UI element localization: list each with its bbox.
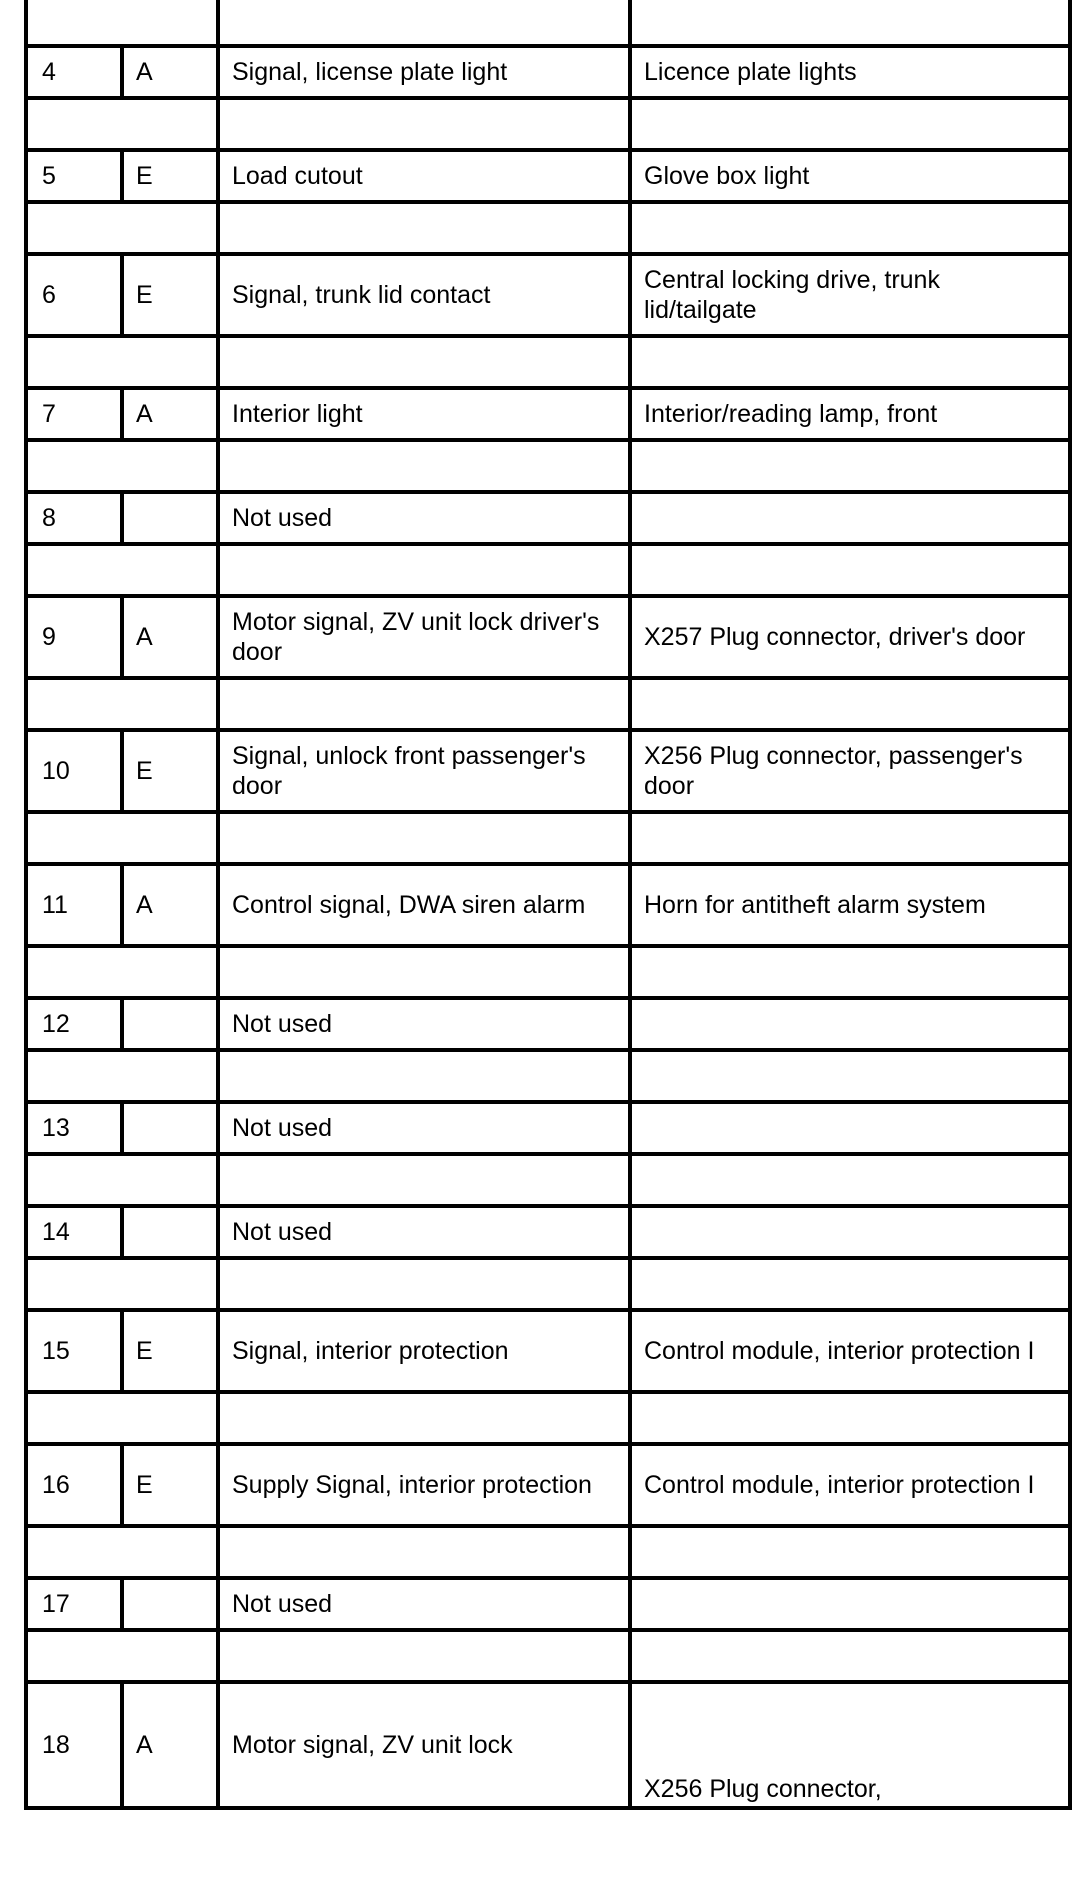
spacer-cell xyxy=(218,946,630,998)
spacer-row xyxy=(26,812,1070,864)
spacer-cell xyxy=(26,336,218,388)
pin-row xyxy=(26,388,1070,440)
spacer-cell xyxy=(26,202,218,254)
pin-assignment-table xyxy=(24,0,1072,1810)
spacer-cell xyxy=(26,1392,218,1444)
signal-description-cell: Motor signal, ZV unit lock driver's door xyxy=(218,596,630,678)
spacer-row xyxy=(26,1258,1070,1310)
signal-description-cell: Signal, license plate light xyxy=(218,46,630,98)
signal-description-cell: Not used xyxy=(218,1102,630,1154)
connection-cell: Glove box light xyxy=(630,150,1070,202)
spacer-row xyxy=(26,440,1070,492)
pin-number-cell: 16 xyxy=(26,1444,122,1526)
pin-row xyxy=(26,730,1070,812)
spacer-cell xyxy=(218,1154,630,1206)
connection-cell: Interior/reading lamp, front xyxy=(630,388,1070,440)
direction-cell xyxy=(122,1102,218,1154)
pin-number-cell: 5 xyxy=(26,150,122,202)
spacer-row xyxy=(26,1392,1070,1444)
spacer-cell xyxy=(218,812,630,864)
spacer-cell xyxy=(218,98,630,150)
signal-description-cell: Signal, interior protection xyxy=(218,1310,630,1392)
spacer-cell xyxy=(26,0,218,46)
connection-cell xyxy=(630,492,1070,544)
spacer-cell xyxy=(26,1050,218,1102)
direction-cell xyxy=(122,1578,218,1630)
connection-cell: Horn for antitheft alarm system xyxy=(630,864,1070,946)
spacer-cell xyxy=(218,0,630,46)
spacer-cell xyxy=(630,1526,1070,1578)
pin-row xyxy=(26,1310,1070,1392)
pin-row xyxy=(26,1682,1070,1808)
spacer-cell xyxy=(630,544,1070,596)
signal-description-cell: Motor signal, ZV unit lock xyxy=(218,1682,630,1808)
spacer-row xyxy=(26,98,1070,150)
spacer-row xyxy=(26,544,1070,596)
spacer-cell xyxy=(26,812,218,864)
spacer-cell xyxy=(630,336,1070,388)
pin-row xyxy=(26,998,1070,1050)
pin-number-cell: 6 xyxy=(26,254,122,336)
direction-cell: A xyxy=(122,388,218,440)
spacer-cell xyxy=(630,812,1070,864)
spacer-row xyxy=(26,202,1070,254)
direction-cell xyxy=(122,1206,218,1258)
direction-cell: E xyxy=(122,254,218,336)
pin-row xyxy=(26,1444,1070,1526)
pin-row xyxy=(26,150,1070,202)
spacer-cell xyxy=(218,678,630,730)
spacer-cell xyxy=(630,1392,1070,1444)
spacer-cell xyxy=(630,0,1070,46)
spacer-cell xyxy=(630,440,1070,492)
spacer-cell xyxy=(218,202,630,254)
pin-number-cell: 11 xyxy=(26,864,122,946)
pin-row xyxy=(26,254,1070,336)
connection-cell xyxy=(630,1206,1070,1258)
pin-number-cell: 10 xyxy=(26,730,122,812)
spacer-row xyxy=(26,678,1070,730)
pin-number-cell: 18 xyxy=(26,1682,122,1808)
direction-cell: E xyxy=(122,1444,218,1526)
spacer-cell xyxy=(218,1392,630,1444)
spacer-cell xyxy=(218,1630,630,1682)
signal-description-cell: Not used xyxy=(218,492,630,544)
spacer-row xyxy=(26,336,1070,388)
pin-row xyxy=(26,1102,1070,1154)
pin-number-cell: 14 xyxy=(26,1206,122,1258)
connection-cell: Licence plate lights xyxy=(630,46,1070,98)
spacer-row xyxy=(26,1630,1070,1682)
pin-row xyxy=(26,46,1070,98)
direction-cell: A xyxy=(122,864,218,946)
spacer-cell xyxy=(26,1630,218,1682)
pin-row xyxy=(26,1578,1070,1630)
signal-description-cell: Signal, trunk lid contact xyxy=(218,254,630,336)
spacer-cell xyxy=(26,1154,218,1206)
spacer-cell xyxy=(218,1050,630,1102)
spacer-row xyxy=(26,1526,1070,1578)
signal-description-cell: Not used xyxy=(218,1578,630,1630)
spacer-row xyxy=(26,0,1070,46)
spacer-cell xyxy=(218,336,630,388)
spacer-cell xyxy=(26,1526,218,1578)
spacer-cell xyxy=(26,544,218,596)
pin-row xyxy=(26,596,1070,678)
direction-cell: A xyxy=(122,1682,218,1808)
direction-cell: E xyxy=(122,730,218,812)
pin-number-cell: 15 xyxy=(26,1310,122,1392)
spacer-cell xyxy=(630,1258,1070,1310)
spacer-cell xyxy=(630,1154,1070,1206)
spacer-cell xyxy=(630,202,1070,254)
pin-row xyxy=(26,1206,1070,1258)
pin-number-cell: 12 xyxy=(26,998,122,1050)
direction-cell: A xyxy=(122,596,218,678)
spacer-cell xyxy=(218,440,630,492)
pin-number-cell: 8 xyxy=(26,492,122,544)
signal-description-cell: Not used xyxy=(218,1206,630,1258)
spacer-cell xyxy=(218,1258,630,1310)
connection-cell: Central locking drive, trunk lid/tailgate xyxy=(630,254,1070,336)
direction-cell: A xyxy=(122,46,218,98)
connection-cell: Control module, interior protection I xyxy=(630,1310,1070,1392)
signal-description-cell: Signal, unlock front passenger's door xyxy=(218,730,630,812)
signal-description-cell: Interior light xyxy=(218,388,630,440)
spacer-cell xyxy=(218,1526,630,1578)
spacer-cell xyxy=(630,1050,1070,1102)
spacer-cell xyxy=(630,678,1070,730)
pin-row xyxy=(26,864,1070,946)
signal-description-cell: Supply Signal, interior protection xyxy=(218,1444,630,1526)
connection-cell xyxy=(630,998,1070,1050)
connection-cell xyxy=(630,1578,1070,1630)
pin-number-cell: 9 xyxy=(26,596,122,678)
direction-cell: E xyxy=(122,150,218,202)
spacer-cell xyxy=(26,678,218,730)
signal-description-cell: Not used xyxy=(218,998,630,1050)
pin-number-cell: 4 xyxy=(26,46,122,98)
direction-cell xyxy=(122,998,218,1050)
signal-description-cell: Load cutout xyxy=(218,150,630,202)
spacer-cell xyxy=(26,440,218,492)
spacer-cell xyxy=(218,544,630,596)
spacer-cell xyxy=(26,98,218,150)
spacer-cell xyxy=(630,1630,1070,1682)
signal-description-cell: Control signal, DWA siren alarm xyxy=(218,864,630,946)
direction-cell xyxy=(122,492,218,544)
spacer-row xyxy=(26,1154,1070,1206)
spacer-row xyxy=(26,946,1070,998)
direction-cell: E xyxy=(122,1310,218,1392)
pin-number-cell: 13 xyxy=(26,1102,122,1154)
pin-number-cell: 17 xyxy=(26,1578,122,1630)
connection-cell xyxy=(630,1102,1070,1154)
pin-number-cell: 7 xyxy=(26,388,122,440)
connection-cell: Control module, interior protection I xyxy=(630,1444,1070,1526)
spacer-row xyxy=(26,1050,1070,1102)
spacer-cell xyxy=(26,946,218,998)
pin-table-body xyxy=(26,0,1070,1808)
spacer-cell xyxy=(26,1258,218,1310)
connection-cell: X256 Plug connector, passenger's door xyxy=(630,730,1070,812)
connection-cell: X256 Plug connector, xyxy=(630,1682,1070,1808)
spacer-cell xyxy=(630,946,1070,998)
spacer-cell xyxy=(630,98,1070,150)
pin-row xyxy=(26,492,1070,544)
connection-cell: X257 Plug connector, driver's door xyxy=(630,596,1070,678)
